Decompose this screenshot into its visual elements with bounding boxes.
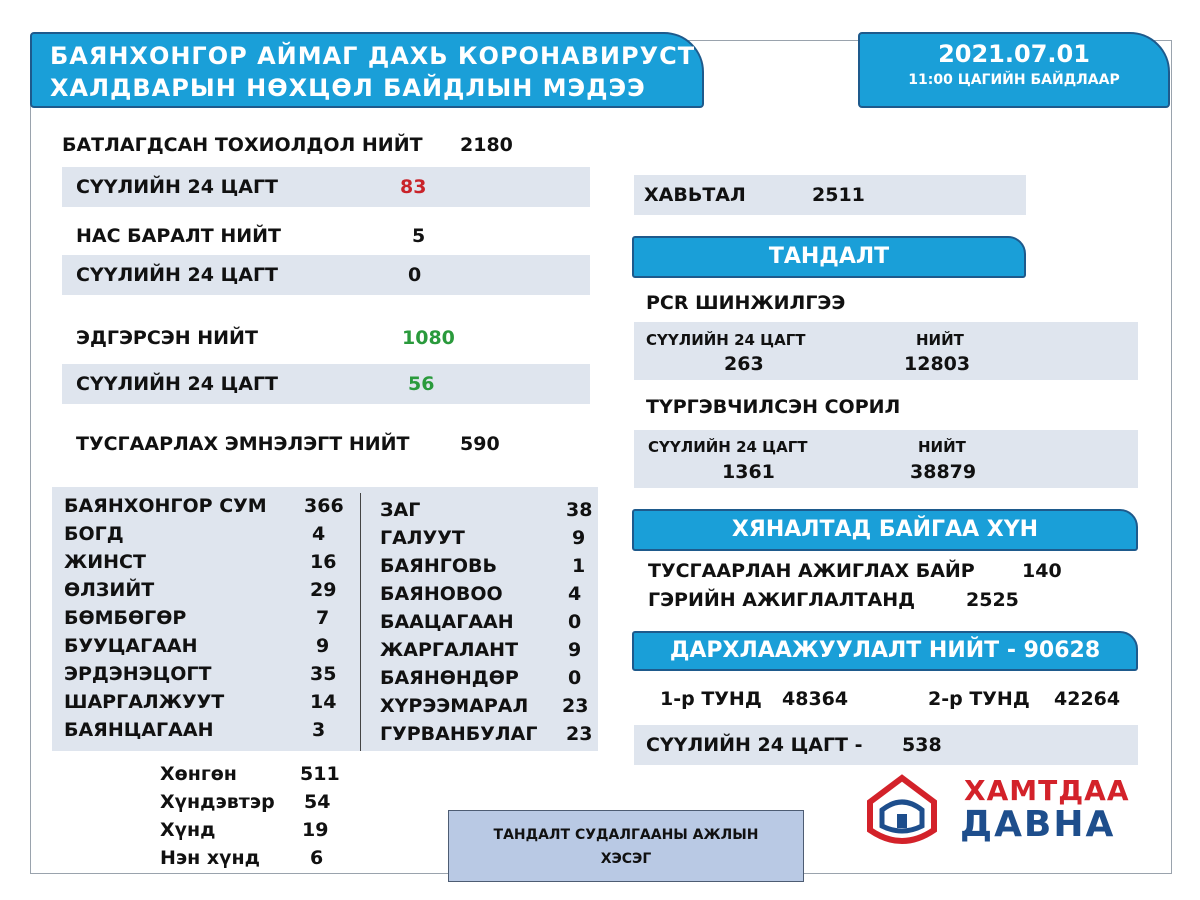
- footer-line-2: ХЭСЭГ: [600, 851, 652, 867]
- district-value: 1: [572, 555, 586, 577]
- severity-name: Хөнгөн: [160, 763, 237, 785]
- vaccine-24h-value: 538: [902, 734, 942, 756]
- severity-value: 54: [304, 791, 331, 813]
- hospital-total-value: 590: [460, 433, 500, 455]
- severity-value: 6: [310, 847, 324, 869]
- dose1-label: 1-р ТУНД: [660, 688, 762, 710]
- district-value: 0: [568, 667, 582, 689]
- district-value: 9: [316, 635, 330, 657]
- pcr-total-label: НИЙТ: [916, 331, 964, 349]
- district-value: 4: [568, 583, 582, 605]
- district-name: БУУЦАГААН: [64, 635, 198, 657]
- district-name: ХҮРЭЭМАРАЛ: [380, 695, 529, 717]
- district-name: ЗАГ: [380, 499, 421, 521]
- confirmed-24h-value: 83: [400, 176, 427, 198]
- rapid-total-label: НИЙТ: [918, 438, 966, 456]
- district-name: БАЯНӨНДӨР: [380, 667, 519, 689]
- district-value: 9: [572, 527, 586, 549]
- district-name: ШАРГАЛЖУУТ: [64, 691, 225, 713]
- district-value: 9: [568, 639, 582, 661]
- district-value: 29: [310, 579, 337, 601]
- hamtdaa-davna-logo: [860, 770, 1136, 850]
- district-value: 7: [316, 607, 330, 629]
- district-value: 14: [310, 691, 337, 713]
- severity-value: 19: [302, 819, 329, 841]
- deaths-total-label: НАС БАРАЛТ НИЙТ: [76, 225, 282, 247]
- district-name: БОГД: [64, 523, 124, 545]
- pcr-label: PCR ШИНЖИЛГЭЭ: [646, 292, 846, 314]
- district-value: 3: [312, 719, 326, 741]
- title-line-2: ХАЛДВАРЫН НӨХЦӨЛ БАЙДЛЫН МЭДЭЭ: [50, 74, 646, 102]
- dose2-label: 2-р ТУНД: [928, 688, 1030, 710]
- dose2-value: 42264: [1054, 688, 1121, 710]
- district-name: БАЯНОВОО: [380, 583, 503, 605]
- district-value: 366: [304, 495, 344, 517]
- isolation-value: 140: [1022, 560, 1062, 582]
- home-monitoring-value: 2525: [966, 589, 1019, 611]
- report-date: 2021.07.01: [938, 40, 1090, 68]
- district-name: БАЯНГОВЬ: [380, 555, 497, 577]
- deaths-24h-value: 0: [408, 264, 422, 286]
- footer-line-1: ТАНДАЛТ СУДАЛГААНЫ АЖЛЫН: [493, 827, 759, 843]
- district-name: БАЯНХОНГОР СУМ: [64, 495, 267, 517]
- recovered-total-label: ЭДГЭРСЭН НИЙТ: [76, 327, 258, 349]
- bulletin-title: [30, 32, 704, 108]
- district-value: 23: [562, 695, 589, 717]
- footer-unit-box: [448, 810, 804, 882]
- title-line-1: БАЯНХОНГОР АЙМАГ ДАХЬ КОРОНАВИРУСТ: [50, 42, 696, 70]
- vaccine-24h-label: СҮҮЛИЙН 24 ЦАГТ -: [646, 734, 863, 756]
- district-list-divider: [360, 493, 361, 751]
- vaccination-section-header: ДАРХЛААЖУУЛАЛТ НИЙТ - 90628: [632, 631, 1138, 671]
- district-name: ӨЛЗИЙТ: [64, 579, 155, 601]
- logo-line-2: ДАВНА: [960, 804, 1116, 845]
- district-value: 16: [310, 551, 337, 573]
- district-name: БӨМБӨГӨР: [64, 607, 187, 629]
- rapid-24h-label: СҮҮЛИЙН 24 ЦАГТ: [648, 438, 808, 456]
- severity-name: Нэн хүнд: [160, 847, 261, 869]
- date-badge: [858, 32, 1170, 108]
- severity-name: Хүнд: [160, 819, 216, 841]
- pcr-24h-value: 263: [724, 353, 764, 375]
- district-name: ЭРДЭНЭЦОГТ: [64, 663, 212, 685]
- dose1-value: 48364: [782, 688, 849, 710]
- rapid-test-label: ТҮРГЭВЧИЛСЭН СОРИЛ: [646, 396, 901, 418]
- district-name: ГАЛУУТ: [380, 527, 465, 549]
- deaths-24h-label: СҮҮЛИЙН 24 ЦАГТ: [76, 264, 279, 286]
- confirmed-total-value: 2180: [460, 134, 513, 156]
- pcr-total-value: 12803: [904, 353, 971, 375]
- recovered-total-value: 1080: [402, 327, 455, 349]
- pcr-24h-label: СҮҮЛИЙН 24 ЦАГТ: [646, 331, 806, 349]
- contacts-label: ХАВЬТАЛ: [644, 184, 746, 206]
- severity-value: 511: [300, 763, 340, 785]
- severity-name: Хүндэвтэр: [160, 791, 275, 813]
- isolation-label: ТУСГААРЛАН АЖИГЛАХ БАЙР: [648, 560, 975, 582]
- district-name: ЖАРГАЛАНТ: [380, 639, 519, 661]
- district-name: БААЦАГААН: [380, 611, 514, 633]
- district-value: 4: [312, 523, 326, 545]
- district-value: 35: [310, 663, 337, 685]
- rapid-24h-value: 1361: [722, 461, 775, 483]
- district-name: ЖИНСТ: [64, 551, 146, 573]
- deaths-total-value: 5: [412, 225, 426, 247]
- district-name: ГУРВАНБУЛАГ: [380, 723, 538, 745]
- district-name: БАЯНЦАГААН: [64, 719, 214, 741]
- district-value: 23: [566, 723, 593, 745]
- logo-line-1: ХАМТДАА: [964, 774, 1130, 807]
- rapid-total-value: 38879: [910, 461, 977, 483]
- recovered-24h-label: СҮҮЛИЙН 24 ЦАГТ: [76, 373, 279, 395]
- report-time-note: 11:00 ЦАГИЙН БАЙДЛААР: [908, 72, 1120, 88]
- monitoring-section-header: ХЯНАЛТАД БАЙГАА ХҮН: [632, 509, 1138, 551]
- district-value: 0: [568, 611, 582, 633]
- district-value: 38: [566, 499, 593, 521]
- confirmed-total-label: БАТЛАГДСАН ТОХИОЛДОЛ НИЙТ: [62, 134, 423, 156]
- confirmed-24h-label: СҮҮЛИЙН 24 ЦАГТ: [76, 176, 279, 198]
- contacts-value: 2511: [812, 184, 865, 206]
- sampling-section-header: ТАНДАЛТ: [632, 236, 1026, 278]
- recovered-24h-value: 56: [408, 373, 435, 395]
- home-monitoring-label: ГЭРИЙН АЖИГЛАЛТАНД: [648, 589, 916, 611]
- hospital-total-label: ТУСГААРЛАХ ЭМНЭЛЭГТ НИЙТ: [76, 433, 410, 455]
